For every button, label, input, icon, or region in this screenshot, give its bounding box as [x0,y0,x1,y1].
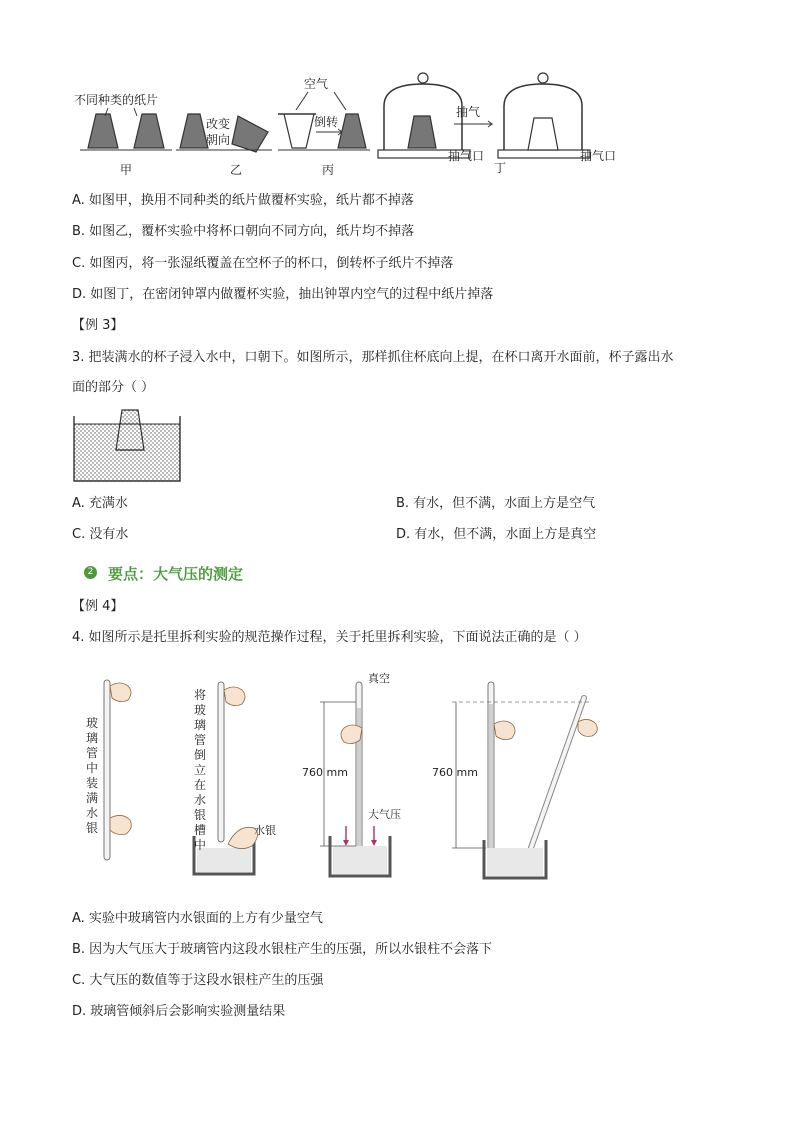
q4-option-b: B. 因为大气压大于玻璃管内这段水银柱产生的压强，所以水银柱不会落下 [72,942,493,957]
q3-stem-line1: 3. 把装满水的杯子浸入水中，口朝下。如图所示，那样抓住杯底向上提，在杯口离开水面前，杯子露出水 [72,350,674,365]
q3-option-b: B. 有水，但不满，水面上方是空气 [396,496,596,511]
cup-jia-left [88,114,118,148]
height-label-1: 760 mm [302,766,348,779]
section-bullet: 2 [84,566,97,579]
cup-bing-inverted [338,114,366,148]
vacuum-label: 真空 [368,672,390,685]
q2-option-b: B. 如图乙，覆杯实验中将杯口朝向不同方向，纸片均不掉落 [72,224,415,239]
change-dir-1: 改变 [206,117,231,131]
step1-tube [104,680,131,860]
paper-types-label: 不同种类的纸片 [74,93,159,107]
outlet-label-1: 抽气口 [448,149,485,163]
q3-option-d: D. 有水，但不满，水面上方是真空 [396,527,597,542]
outlet-label-2: 抽气口 [580,149,617,163]
example-3-label: 【例 3】 [72,318,124,333]
invert-label: 倒转 [314,115,339,129]
q4-stem: 4. 如图所示是托里拆利实验的规范操作过程，关于托里拆利实验，下面说法正确的是（ ） [72,630,587,645]
air-label: 空气 [304,77,329,91]
pump-label: 抽气 [456,105,481,119]
label-yi: 乙 [230,163,243,177]
cup-jia-right [134,114,164,148]
q2-option-a: A. 如图甲，换用不同种类的纸片做覆杯实验，纸片都不掉落 [72,193,414,208]
step4-setup [452,682,597,878]
step1-text-vertical: 玻璃管中装满水银 [86,716,99,835]
cup-yi-tilted [232,116,268,152]
atm-label: 大气压 [368,808,401,821]
label-jia: 甲 [120,163,133,177]
q4-option-d: D. 玻璃管倾斜后会影响实验测量结果 [72,1004,286,1019]
q3-option-c: C. 没有水 [72,527,129,542]
figure-torricelli [80,668,620,886]
q4-option-a: A. 实验中玻璃管内水银面的上方有少量空气 [72,911,323,926]
q2-option-d: D. 如图丁，在密闭钟罩内做覆杯实验，抽出钟罩内空气的过程中纸片掉落 [72,287,494,302]
figure-cup-experiments [72,66,632,178]
q2-option-c: C. 如图丙，将一张湿纸覆盖在空杯子的杯口，倒转杯子纸片不掉落 [72,256,454,271]
bell-jar-right [498,73,590,158]
q4-option-c: C. 大气压的数值等于这段水银柱产生的压强 [72,973,324,988]
mercury-label: 水银 [254,824,276,837]
q3-stem-line2: 面的部分（ ） [72,380,155,395]
step3-setup [320,682,390,876]
change-dir-2: 朝向 [206,133,231,147]
cup-yi-upright [180,114,208,148]
figure-water-tank [72,406,184,484]
q3-option-a: A. 充满水 [72,496,128,511]
label-ding: 丁 [494,161,507,175]
step2-text: 将玻璃管倒立在水银槽中 [194,688,207,852]
cup-bing-empty [284,114,314,148]
example-4-label: 【例 4】 [72,599,124,614]
inverted-cup [116,410,144,450]
label-bing: 丙 [322,163,335,177]
height-label-2: 760 mm [432,766,478,779]
section-title: 要点：大气压的测定 [108,565,244,583]
